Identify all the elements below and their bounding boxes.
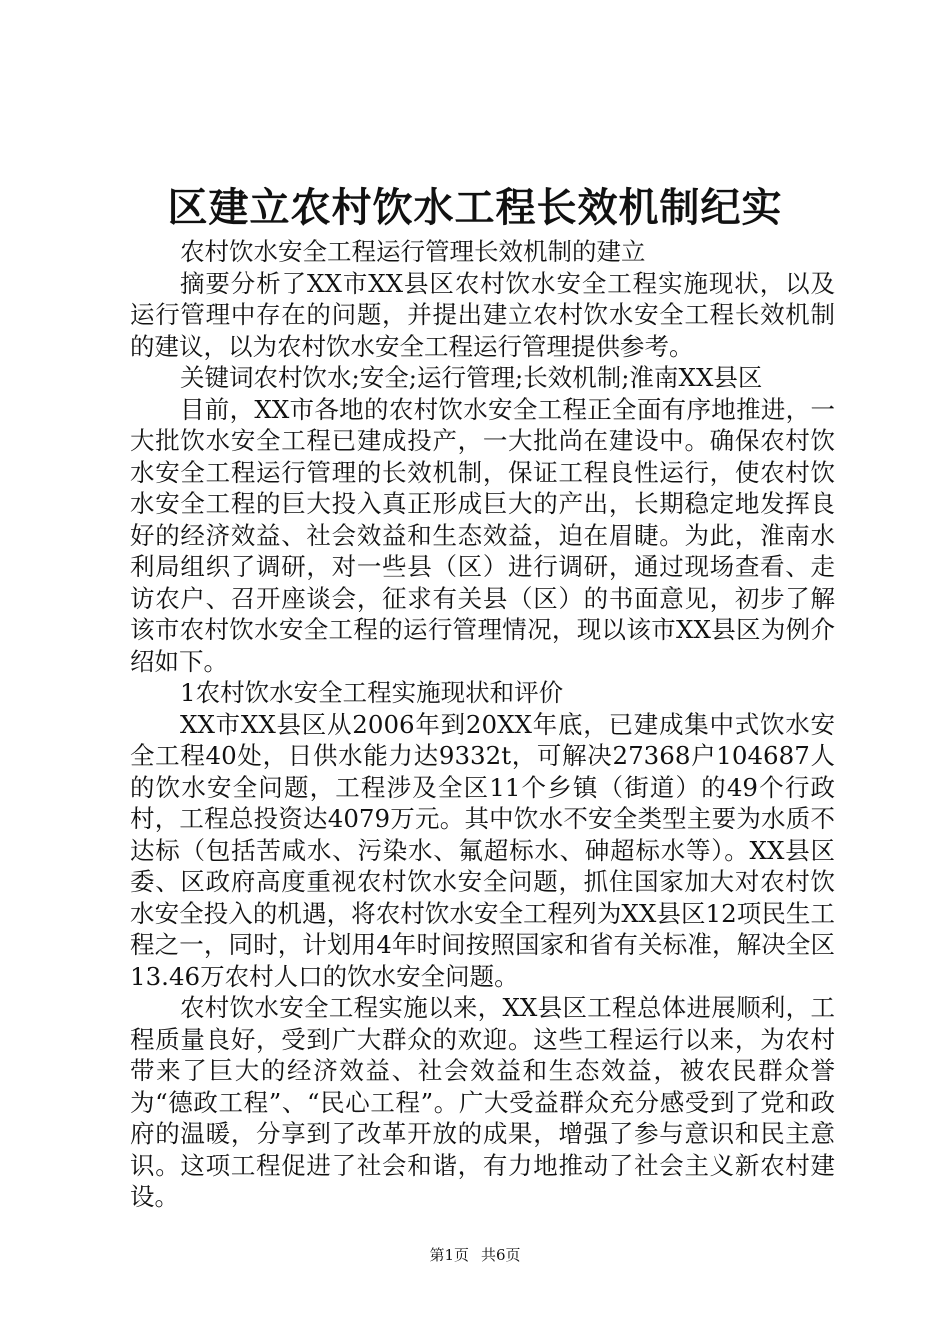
document-title: 区建立农村饮水工程长效机制纪实 [167,184,783,231]
page-footer [0,1245,950,1265]
subtitle-paragraph: 农村饮水安全工程运行管理长效机制的建立 [180,237,646,266]
document-body [130,236,835,1213]
page-total: 共6页 [481,1246,521,1264]
section-heading: 1农村饮水安全工程实施现状和评价 [180,678,564,707]
intro-paragraph: 目前，XX市各地的农村饮水安全工程正全面有序地推进，一大批饮水安全工程已建成投产，一大批尚在建设中。确保农村饮水安全工程运行管理的长效机制，保证工程良性运行，使农村饮水安全工程的巨大投入真正形成巨大的产出，长期稳定地发挥良好的经济效益、社会效益和生态效益，迫在眉睫。为此，淮南水利局组织了调研，对一些县（区）进行调研，通过现场查看、走访农户、召开座谈会，征求有关县（区）的书面意见，初步了解该市农村饮水安全工程的运行管理情况，现以该市XX县区为例介绍如下。 [130,394,835,676]
status-paragraph: XX市XX县区从2006年到20XX年底，已建成集中式饮水安全工程40处，日供水能力达9332t，可解决27368户104687人的饮水安全问题，工程涉及全区11个乡镇（街道）的49个行政村，工程总投资达4079万元。其中饮水不安全类型主要为水质不达标（包括苦咸水、污染水、氟超标水、砷超标水等）。XX县区委、区政府高度重视农村饮水安全问题，抓住国家加大对农村饮水安全投入的机遇，将农村饮水安全工程列为XX县区12项民生工程之一，同时，计划用4年时间按照国家和省有关标准，解决全区13.46万农村人口的饮水安全问题。 [130,709,835,991]
abstract-paragraph: 摘要分析了XX市XX县区农村饮水安全工程实施现状，以及运行管理中存在的问题，并提出建立农村饮水安全工程长效机制的建议，以为农村饮水安全工程运行管理提供参考。 [130,268,835,361]
results-paragraph: 农村饮水安全工程实施以来，XX县区工程总体进展顺利，工程质量良好，受到广大群众的欢迎。这些工程运行以来，为农村带来了巨大的经济效益、社会效益和生态效益，被农民群众誉为“德政工程”、“民心工程”。广大受益群众充分感受到了党和政府的温暖，分享到了改革开放的成果，增强了参与意识和民主意识。这项工程促进了社会和谐，有力地推动了社会主义新农村建设。 [130,993,835,1211]
keywords-paragraph: 关键词农村饮水;安全;运行管理;长效机制;淮南XX县区 [180,363,763,392]
page-number: 第1页 [429,1246,469,1264]
